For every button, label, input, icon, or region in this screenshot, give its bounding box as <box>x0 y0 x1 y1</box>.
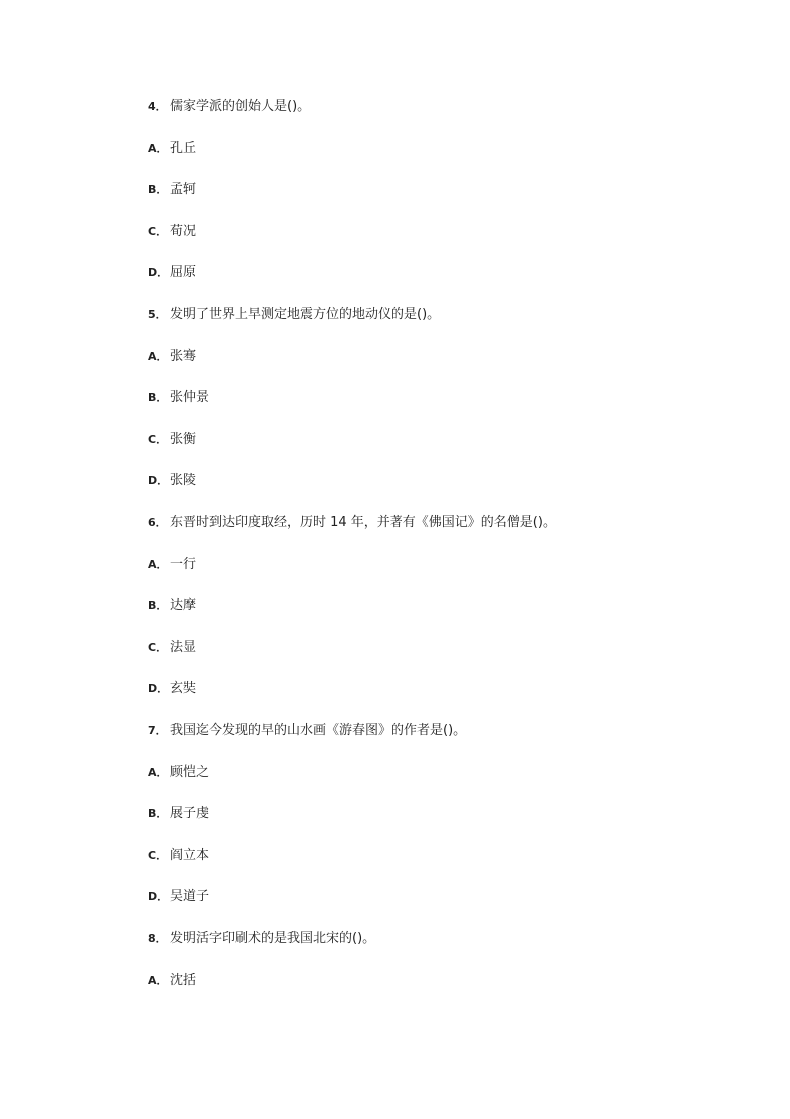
question-text: 发明活字印刷术的是我国北宋的()。 <box>170 931 376 946</box>
option-text: 张骞 <box>170 349 197 364</box>
option-letter: A． <box>148 766 168 779</box>
option-text: 张陵 <box>170 473 197 488</box>
option-8-a <box>148 972 196 990</box>
question-number: 6． <box>148 516 167 529</box>
option-letter: D． <box>148 474 169 487</box>
option-text: 阎立本 <box>170 848 210 863</box>
option-letter: A． <box>148 142 168 155</box>
option-5-c <box>148 431 196 449</box>
option-letter: B． <box>148 807 168 820</box>
question-4 <box>148 98 310 116</box>
option-letter: D． <box>148 266 169 279</box>
option-7-a <box>148 764 209 782</box>
question-number: 7． <box>148 724 167 737</box>
question-5 <box>148 306 440 324</box>
question-number: 4． <box>148 100 167 113</box>
question-text: 儒家学派的创始人是()。 <box>170 99 311 114</box>
option-text: 达摩 <box>170 598 197 613</box>
option-letter: A． <box>148 558 168 571</box>
option-letter: C． <box>148 225 168 238</box>
option-7-d <box>148 888 209 906</box>
option-text: 张衡 <box>170 432 197 447</box>
option-text: 顾恺之 <box>170 765 210 780</box>
option-text: 玄奘 <box>170 681 197 696</box>
question-number: 8． <box>148 932 167 945</box>
option-text: 展子虔 <box>170 806 210 821</box>
question-7 <box>148 722 466 740</box>
option-letter: B． <box>148 599 168 612</box>
option-text: 一行 <box>170 557 197 572</box>
option-4-a <box>148 140 196 158</box>
option-4-d <box>148 264 196 282</box>
option-6-c <box>148 639 196 657</box>
option-text: 孔丘 <box>170 141 197 156</box>
option-4-c <box>148 223 196 241</box>
option-letter: D． <box>148 890 169 903</box>
option-text: 荀况 <box>170 224 197 239</box>
option-5-b <box>148 389 209 407</box>
option-6-a <box>148 556 196 574</box>
question-number: 5． <box>148 308 167 321</box>
question-text: 发明了世界上早测定地震方位的地动仪的是()。 <box>170 307 441 322</box>
option-letter: C． <box>148 849 168 862</box>
option-letter: A． <box>148 350 168 363</box>
option-text: 屈原 <box>170 265 197 280</box>
option-6-b <box>148 597 196 615</box>
option-text: 张仲景 <box>170 390 210 405</box>
option-text: 孟轲 <box>170 182 197 197</box>
option-6-d <box>148 680 196 698</box>
question-6 <box>148 514 556 532</box>
option-letter: B． <box>148 391 168 404</box>
option-letter: C． <box>148 433 168 446</box>
option-text: 吴道子 <box>170 889 210 904</box>
option-4-b <box>148 181 196 199</box>
option-text: 法显 <box>170 640 197 655</box>
question-text: 我国迄今发现的早的山水画《游春图》的作者是()。 <box>170 723 467 738</box>
option-letter: D． <box>148 682 169 695</box>
option-letter: A． <box>148 974 168 987</box>
option-text: 沈括 <box>170 973 197 988</box>
option-7-b <box>148 805 209 823</box>
question-8 <box>148 930 375 948</box>
option-letter: C． <box>148 641 168 654</box>
option-5-a <box>148 348 196 366</box>
question-text: 东晋时到达印度取经，历时 14 年，并著有《佛国记》的名僧是()。 <box>170 515 556 530</box>
option-7-c <box>148 847 209 865</box>
option-5-d <box>148 472 196 490</box>
option-letter: B． <box>148 183 168 196</box>
